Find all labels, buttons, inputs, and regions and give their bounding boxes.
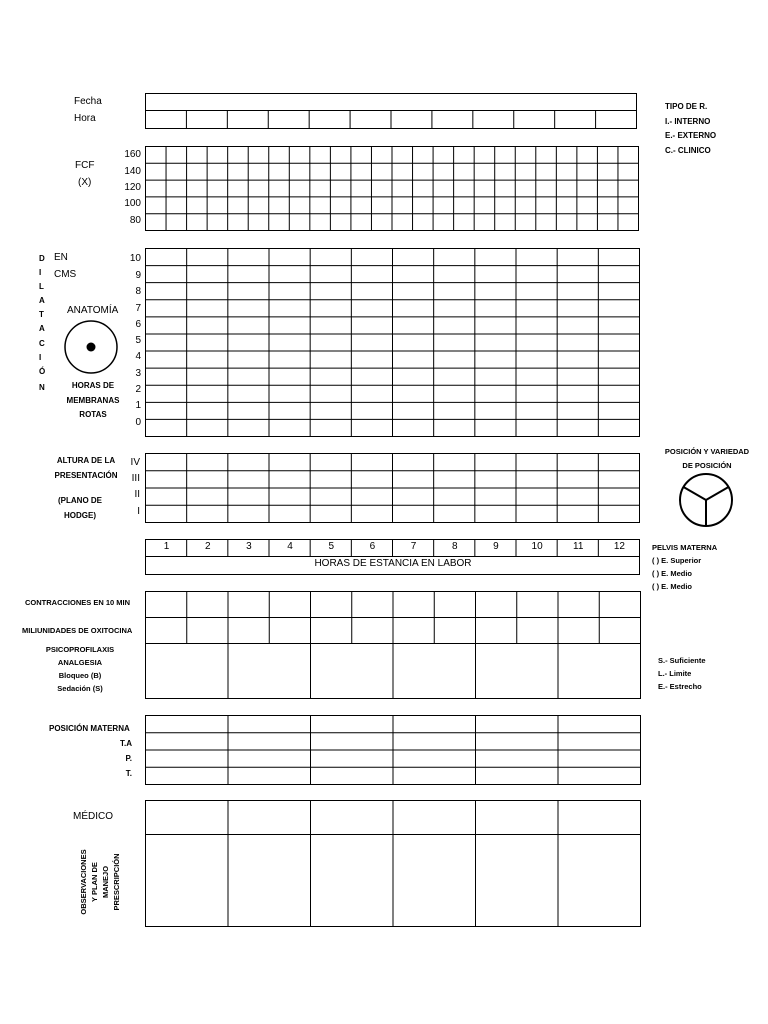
dilatacion-tick: 7: [135, 303, 141, 314]
pelvis-item: ( ) E. Medio: [652, 569, 692, 578]
dilatacion-letter: N: [39, 383, 45, 392]
horas-membranas-label: ROTAS: [79, 410, 107, 419]
fcf-tick: 80: [129, 215, 141, 226]
observaciones-line: OBSERVACIONES: [79, 849, 88, 915]
dilatacion-letter: T: [39, 310, 44, 319]
medico-grid[interactable]: [146, 801, 641, 927]
altura-tick: IV: [130, 457, 140, 468]
hora-number: 5: [328, 541, 335, 552]
hora-number: 4: [287, 541, 293, 552]
horas-membranas-label: HORAS DE: [71, 381, 115, 390]
posicion-variedad-label: POSICIÓN Y VARIEDAD: [664, 447, 750, 456]
tipo-r-item: C.- CLINICO: [665, 146, 711, 155]
dilatacion-letter: C: [39, 339, 45, 348]
altura-tick: III: [131, 473, 140, 484]
altura-label: ALTURA DE LA: [56, 456, 116, 465]
hora-label: Hora: [74, 113, 96, 124]
pelvis-item: ( ) E. Superior: [652, 556, 702, 565]
hora-number: 9: [493, 541, 499, 552]
posicion-materna-grid[interactable]: [146, 716, 641, 785]
anatomia-label: ANATOMÍA: [67, 305, 119, 316]
legend-sle-item: S.- Suficiente: [658, 656, 706, 665]
fecha-hora-grid[interactable]: [146, 94, 637, 129]
dilatacion-letter: I: [39, 268, 42, 277]
fcf-tick: 140: [124, 166, 141, 177]
dilatacion-tick: 8: [135, 286, 141, 297]
fcf-tick: 100: [124, 198, 141, 209]
dilatacion-tick: 4: [135, 351, 141, 362]
hora-number: 1: [163, 541, 170, 552]
cms-label: CMS: [54, 269, 77, 280]
horas-membranas-label: MEMBRANAS: [66, 396, 120, 405]
tipo-r-item: E.- EXTERNO: [665, 131, 717, 140]
anatomia-circle-icon: [65, 321, 117, 373]
dilatacion-letter: I: [39, 353, 42, 362]
contracciones-grid[interactable]: [146, 592, 641, 644]
observaciones-line: Y PLAN DE: [90, 862, 99, 902]
horas-estancia-label: HORAS DE ESTANCIA EN LABOR: [314, 558, 472, 569]
contracciones-label: CONTRACCIONES EN 10 MIN: [25, 598, 131, 607]
dilatacion-tick: 10: [129, 253, 141, 264]
fecha-label: Fecha: [74, 96, 102, 107]
altura-presentacion-grid[interactable]: [146, 454, 640, 523]
fcf-tick: 160: [124, 149, 141, 160]
hora-number: 12: [613, 541, 625, 552]
observaciones-label-block: [78, 830, 122, 934]
analgesia-label: Bloqueo (B): [58, 671, 102, 680]
medico-label: MÉDICO: [73, 811, 113, 822]
altura-tick: I: [137, 506, 140, 517]
fcf-label: FCF: [75, 160, 95, 171]
dilatacion-letter: Ó: [39, 367, 46, 376]
legend-sle-item: L.- Limite: [658, 669, 692, 678]
posicion-materna-row-label: T.A: [120, 739, 132, 748]
posicion-materna-row-label: T.: [125, 769, 132, 778]
hora-number: 7: [410, 541, 417, 552]
posicion-materna-label: POSICIÓN MATERNA: [49, 724, 130, 733]
miliunidades-label: MILIUNIDADES DE OXITOCINA: [22, 626, 133, 635]
hora-number: 6: [369, 541, 376, 552]
fcf-tick: 120: [124, 182, 141, 193]
plano-hodge-label: HODGE): [64, 511, 96, 520]
hora-number: 11: [573, 541, 584, 552]
posicion-materna-row-label: P.: [125, 754, 132, 763]
dilatacion-letter: L: [39, 282, 44, 291]
dilatacion-letter: D: [39, 254, 45, 263]
dilatacion-letter: A: [39, 324, 45, 333]
legend-sle-item: E.- Estrecho: [658, 682, 702, 691]
dilatacion-grid[interactable]: [146, 249, 640, 437]
observaciones-line: PRESCRIPCIÓN: [112, 853, 121, 911]
altura-tick: II: [134, 489, 140, 500]
analgesia-label: Sedación (S): [57, 684, 103, 693]
hora-number: 10: [531, 541, 543, 552]
posicion-variedad-label: DE POSICIÓN: [682, 461, 732, 470]
dilatacion-tick: 9: [135, 270, 141, 281]
tipo-r-title: TIPO DE R.: [665, 102, 708, 111]
dilatacion-tick: 2: [135, 384, 141, 395]
hora-number: 8: [451, 541, 458, 552]
tipo-r-item: I.- INTERNO: [665, 117, 711, 126]
fcf-sub-label: (X): [78, 177, 92, 188]
observaciones-line: MANEJO: [101, 865, 110, 899]
pelvis-item: ( ) E. Medio: [652, 582, 692, 591]
dilatacion-tick: 6: [135, 319, 141, 330]
dilatacion-tick: 0: [135, 417, 141, 428]
en-label: EN: [54, 252, 68, 263]
altura-label: PRESENTACIÓN: [54, 471, 118, 480]
fcf-grid[interactable]: [146, 147, 639, 231]
dilatacion-tick: 1: [135, 400, 141, 411]
dilatacion-tick: 3: [135, 368, 141, 379]
pelvis-title: PELVIS MATERNA: [652, 543, 718, 552]
dilatacion-letter: A: [39, 296, 45, 305]
analgesia-label: PSICOPROFILAXIS: [45, 645, 115, 654]
analgesia-label: ANALGESIA: [57, 658, 103, 667]
hora-number: 2: [204, 541, 211, 552]
posicion-variedad-circle-icon: [680, 474, 732, 526]
dilatacion-tick: 5: [135, 335, 141, 346]
hora-number: 3: [246, 541, 252, 552]
analgesia-grid[interactable]: [146, 644, 641, 699]
plano-hodge-label: (PLANO DE: [58, 496, 102, 505]
